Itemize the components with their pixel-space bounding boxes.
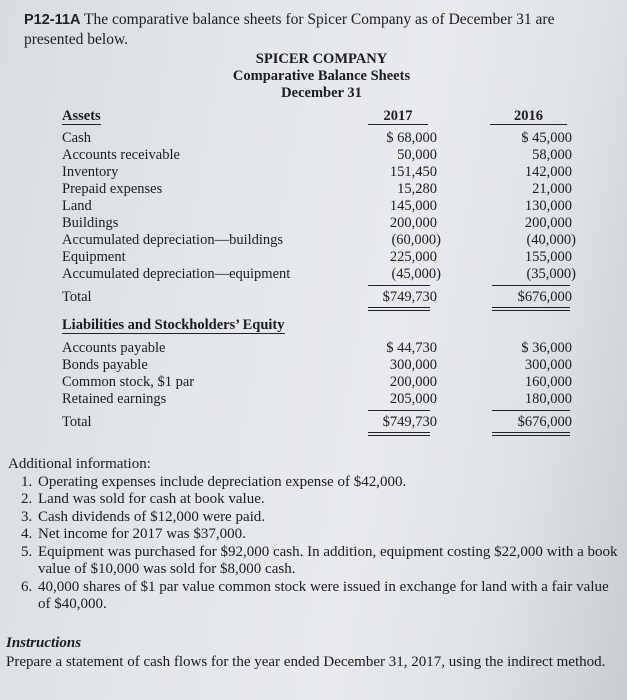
value-2017: (60,000) [391, 232, 441, 248]
subtotal-rule-2016 [492, 285, 570, 286]
statement-header [0, 51, 627, 102]
row-label: Common stock, $1 par [62, 374, 195, 390]
table-row [62, 391, 582, 408]
row-label: Buildings [62, 215, 119, 231]
value-2017: 225,000 [389, 249, 437, 265]
list-item: 1. Operating expenses include depreciation expense of $42,000. [36, 474, 618, 492]
table-row [62, 266, 582, 283]
problem-intro [24, 10, 614, 49]
table-row [62, 232, 582, 249]
value-2017: 50,000 [397, 147, 437, 163]
statement-date: December 31 [281, 85, 362, 101]
value-2017: 145,000 [389, 198, 437, 214]
value-2016: 200,000 [524, 215, 572, 231]
statement-title: Comparative Balance Sheets [232, 68, 411, 84]
value-2017: 200,000 [389, 215, 437, 231]
additional-heading: Additional information: [8, 456, 151, 472]
table-row [62, 147, 582, 164]
column-header-2017: 2017 [368, 109, 428, 125]
column-header-2016: 2016 [490, 109, 567, 125]
value-2016: $676,000 [517, 289, 572, 305]
table-row [62, 215, 582, 232]
value-2016: 300,000 [524, 357, 572, 373]
value-2016: 130,000 [524, 198, 572, 214]
table-row [62, 340, 582, 357]
list-item: 4. Net income for 2017 was $37,000. [36, 526, 618, 544]
value-2017: 205,000 [389, 391, 437, 407]
table-row [62, 249, 582, 266]
row-label: Accumulated depreciation—equipment [62, 266, 291, 282]
value-2017: $749,730 [382, 289, 437, 305]
row-label: Total [62, 289, 92, 305]
company-name: SPICER COMPANY [255, 51, 388, 67]
value-2016: 21,000 [532, 181, 572, 197]
row-label: Prepaid expenses [62, 181, 163, 197]
assets-header-row [62, 109, 582, 126]
assets-total-row [62, 289, 582, 306]
row-label: Land [62, 198, 92, 214]
value-2016: $ 45,000 [521, 130, 572, 146]
row-label: Total [62, 414, 92, 430]
value-2017: 200,000 [389, 374, 437, 390]
subtotal-rule-2016 [492, 410, 570, 411]
table-row [62, 357, 582, 374]
value-2016: 58,000 [532, 147, 572, 163]
problem-intro-text: The comparative balance sheets for Spicer Company as of December 31 are presented below. [24, 11, 555, 48]
list-item: 6. 40,000 shares of $1 par value common stock were issued in exchange for land with a fair value of $40,000. [36, 579, 618, 614]
row-label: Inventory [62, 164, 119, 180]
value-2017: 300,000 [389, 357, 437, 373]
liabilities-heading: Liabilities and Stockholders’ Equity [62, 317, 285, 333]
total-double-rule-2017 [368, 432, 430, 436]
value-2016: $676,000 [517, 414, 572, 430]
row-label: Retained earnings [62, 391, 167, 407]
table-row [62, 130, 582, 147]
row-label: Equipment [62, 249, 126, 265]
liabilities-total-row [62, 414, 582, 431]
value-2017: $ 68,000 [386, 130, 437, 146]
list-item: 2. Land was sold for cash at book value. [36, 491, 618, 509]
value-2016: 160,000 [524, 374, 572, 390]
row-label: Accounts receivable [62, 147, 180, 163]
liabilities-header-row [62, 317, 582, 334]
additional-information [8, 456, 618, 614]
value-2017: $ 44,730 [386, 340, 437, 356]
additional-list [8, 474, 618, 614]
row-label: Accumulated depreciation—buildings [62, 232, 284, 248]
value-2017: 15,280 [397, 181, 437, 197]
list-item: 5. Equipment was purchased for $92,000 cash. In addition, equipment costing $22,000 with a book value of $10,000 was sold for $8,000 cash. [36, 544, 618, 579]
total-double-rule-2017 [368, 307, 430, 311]
subtotal-rule-2017 [368, 410, 430, 411]
value-2016: (35,000) [526, 266, 576, 282]
total-double-rule-2016 [492, 307, 570, 311]
list-item: 3. Cash dividends of $12,000 were paid. [36, 509, 618, 527]
instructions-heading: Instructions [6, 635, 82, 651]
value-2016: 142,000 [524, 164, 572, 180]
value-2016: 180,000 [524, 391, 572, 407]
value-2016: (40,000) [526, 232, 576, 248]
table-row [62, 198, 582, 215]
assets-heading: Assets [62, 108, 101, 124]
table-row [62, 164, 582, 181]
value-2017: $749,730 [382, 414, 437, 430]
row-label: Bonds payable [62, 357, 148, 373]
instructions [6, 634, 621, 672]
value-2017: 151,450 [389, 164, 437, 180]
subtotal-rule-2017 [368, 285, 430, 286]
total-double-rule-2016 [492, 432, 570, 436]
table-row [62, 181, 582, 198]
table-row [62, 374, 582, 391]
instructions-text: Prepare a statement of cash flows for the year ended December 31, 2017, using the indirect method. [6, 654, 606, 670]
row-label: Cash [62, 130, 91, 146]
value-2017: (45,000) [391, 266, 441, 282]
problem-code: P12-11A [24, 12, 81, 28]
row-label: Accounts payable [62, 340, 166, 356]
value-2016: $ 36,000 [521, 340, 572, 356]
value-2016: 155,000 [524, 249, 572, 265]
